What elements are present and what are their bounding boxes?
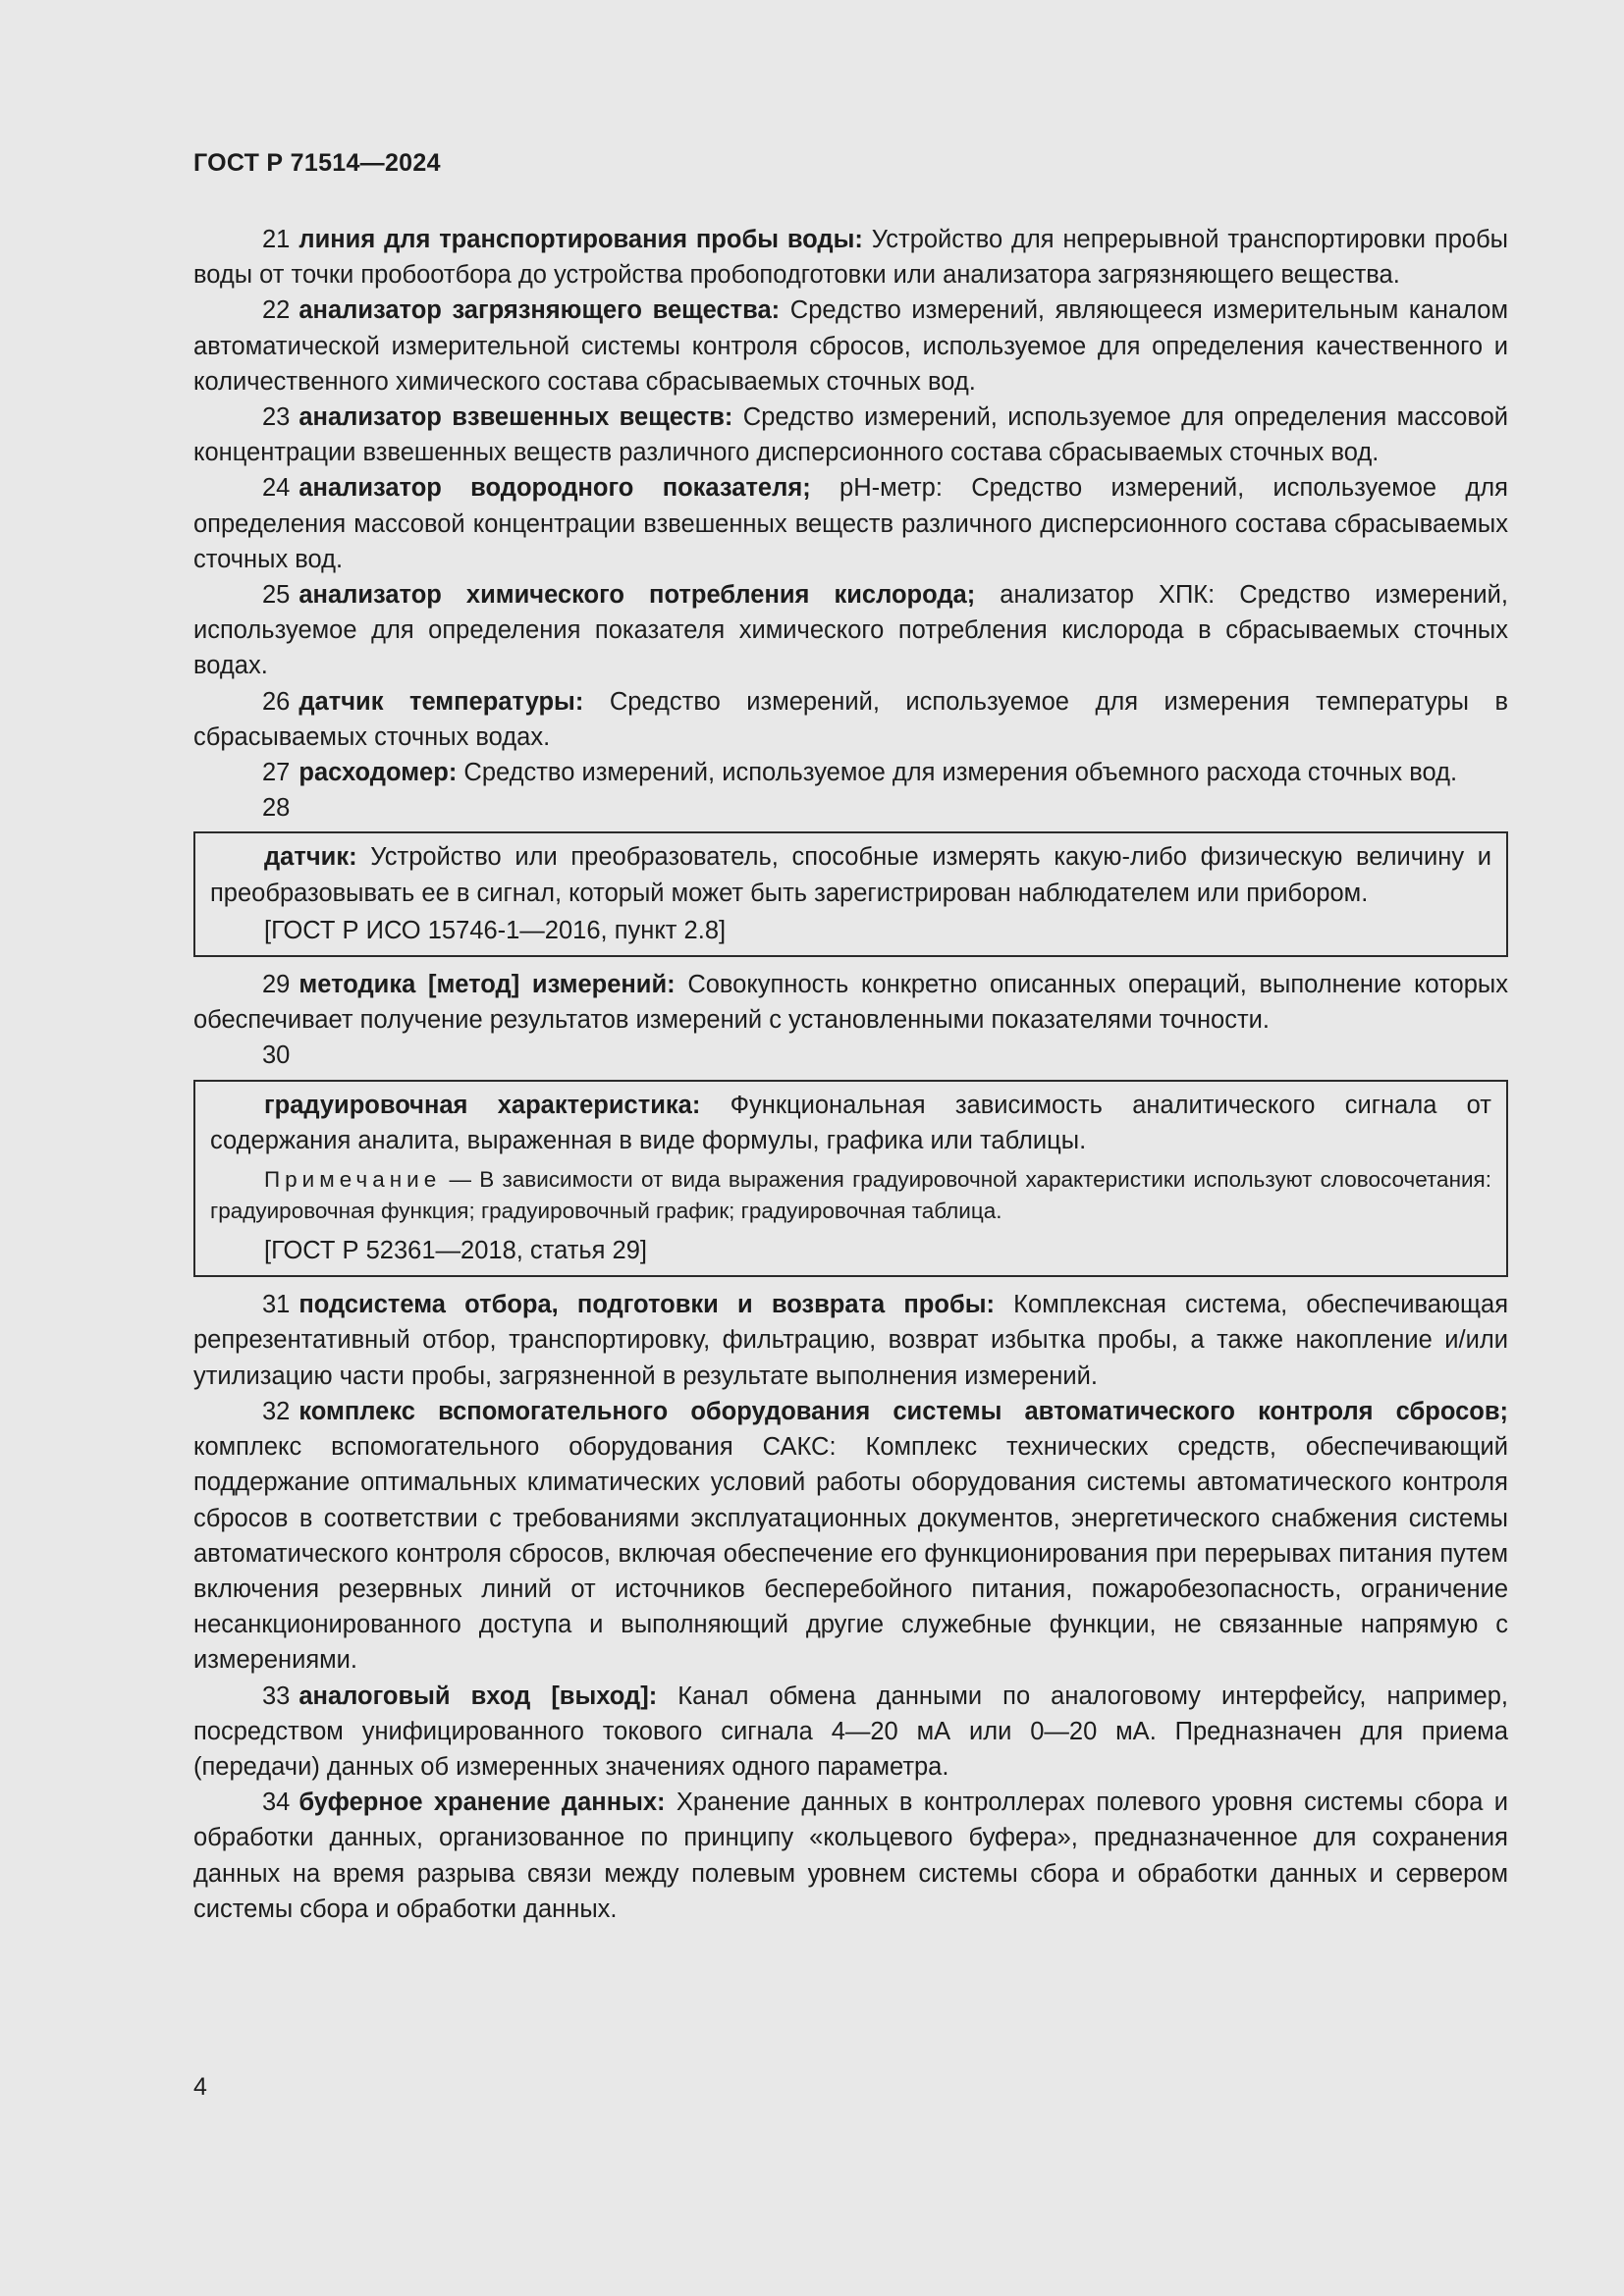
- page-number: 4: [193, 2073, 207, 2101]
- definition-entry: [193, 684, 1508, 755]
- entry-text: анализатор ХПК: Средство измерений, используемое для определения показателя химического потребления кислорода в сбрасываемых сточных водах.: [193, 581, 1508, 680]
- note-label: Примечание: [264, 1167, 442, 1193]
- entry-text: Устройство для непрерывной транспортировки пробы воды от точки пробоотбора до устройства пробоподготовки или анализатора загрязняющего вещества.: [193, 226, 1509, 290]
- entry-number: 29: [262, 971, 291, 999]
- note-text: — В зависимости от вида выражения градуировочной характеристики используют словосочетания: градуировочная функция; градуировочный график; градуировочная таблица.: [210, 1167, 1491, 1224]
- entry-term: анализатор химического потребления кислорода;: [298, 581, 976, 610]
- entry-number: 33: [262, 1682, 291, 1710]
- entry-term: методика [метод] измерений:: [298, 971, 676, 999]
- entry-number: 21: [262, 226, 291, 253]
- entry-term: градуировочная характеристика:: [264, 1091, 701, 1119]
- entry-term: аналоговый вход [выход]:: [298, 1682, 658, 1710]
- entry-number: 25: [262, 581, 291, 610]
- quoted-definition: [210, 1088, 1491, 1158]
- definition-entry: [193, 1287, 1508, 1394]
- definition-entry: [193, 967, 1508, 1038]
- entry-text: комплекс вспомогательного оборудования САКС: Комплекс технических средств, обеспечивающий поддержание оптимальных климатических условий работы оборудования системы автоматического контроля сбросов в соответствии с требованиями эксплуатационных документов, энергетического снабжения системы автоматического контроля сбросов, включая обеспечение его функционирования при перерывах питания путем включения резервных линий от источников бесперебойного питания, пожаробезопасность, ограничение несанкционированного доступа и выполняющий другие служебные функции, не связанные напрямую с измерениями.: [193, 1433, 1508, 1675]
- entry-text: Устройство или преобразователь, способные измерять какую-либо физическую величину и преобразовывать ее в сигнал, который может быть зарегистрирован наблюдателем или прибором.: [210, 843, 1491, 907]
- entry-term: анализатор водородного показателя;: [298, 474, 811, 503]
- entry-number: 23: [262, 403, 291, 432]
- entry-text: Средство измерений, являющееся измерительным каналом автоматической измерительной системы контроля сбросов, используемое для определения качественного и количественного химического состава сбрасываемых сточных вод.: [193, 296, 1508, 396]
- entry-term: анализатор загрязняющего вещества:: [298, 296, 781, 325]
- note: [210, 1164, 1491, 1227]
- entry-number: 26: [262, 687, 291, 716]
- entry-number: 31: [262, 1291, 291, 1319]
- entry-text: Хранение данных в контроллерах полевого уровня системы сбора и обработки данных, организованное по принципу «кольцевого буфера», предназначенное для сохранения данных на время разрыва связи между полевым уровнем системы сбора и обработки данных и сервером системы сбора и обработки данных.: [193, 1789, 1508, 1923]
- quoted-definition-box: [193, 1080, 1508, 1278]
- entry-text: Средство измерений, используемое для измерения объемного расхода сточных вод.: [463, 759, 1458, 787]
- definition-entry: [193, 577, 1508, 684]
- definition-entry: [193, 1394, 1508, 1679]
- entry-term: расходомер:: [298, 759, 458, 787]
- definition-entry: [193, 293, 1508, 400]
- definition-entry: [193, 400, 1508, 470]
- document-body: [193, 222, 1508, 1927]
- entry-text: Средство измерений, используемое для определения массовой концентрации взвешенных веществ различного дисперсионного состава сбрасываемых сточных вод.: [193, 403, 1509, 467]
- entry-term: буферное хранение данных:: [298, 1789, 666, 1817]
- entry-term: подсистема отбора, подготовки и возврата пробы:: [298, 1291, 995, 1319]
- entry-number: 32: [262, 1397, 291, 1425]
- entry-term: линия для транспортирования пробы воды:: [298, 226, 863, 253]
- entry-term: комплекс вспомогательного оборудования системы автоматического контроля сбросов;: [298, 1397, 1508, 1425]
- entry-text: Функциональная зависимость аналитического сигнала от содержания аналита, выраженная в виде формулы, графика или таблицы.: [210, 1091, 1491, 1154]
- definition-entry: [193, 222, 1508, 293]
- entry-number-only: 30: [262, 1041, 291, 1070]
- entry-number: 27: [262, 759, 291, 787]
- entry-term: датчик температуры:: [298, 687, 584, 716]
- entry-number-only: 28: [262, 794, 291, 823]
- source-reference: [ГОСТ Р 52361—2018, статья 29]: [264, 1237, 647, 1265]
- quoted-definition-box: [193, 831, 1508, 957]
- entry-number: 22: [262, 296, 291, 325]
- definition-entry: [193, 1785, 1508, 1927]
- entry-number: 24: [262, 474, 291, 503]
- definition-entry: [193, 470, 1508, 577]
- quoted-definition: [210, 839, 1491, 910]
- entry-text: pH-метр: Средство измерений, используемое для определения массовой концентрации взвешенных веществ различного дисперсионного состава сбрасываемых сточных вод.: [193, 474, 1508, 573]
- entry-text: Средство измерений, используемое для измерения температуры в сбрасываемых сточных водах.: [193, 687, 1509, 751]
- entry-text: Канал обмена данными по аналоговому интерфейсу, например, посредством унифицированного токового сигнала 4—20 мА или 0—20 мА. Предназначен для приема (передачи) данных об измеренных значениях одного параметра.: [193, 1682, 1508, 1781]
- entry-text: Комплексная система, обеспечивающая репрезентативный отбор, транспортировку, фильтрацию, возврат избытка пробы, а также накопление и/или утилизацию части пробы, загрязненной в результате выполнения измерений.: [193, 1291, 1508, 1390]
- entry-term: датчик:: [264, 843, 357, 872]
- definition-entry: [193, 755, 1508, 790]
- definition-entry: [193, 1679, 1508, 1786]
- document-header: ГОСТ Р 71514—2024: [193, 149, 441, 177]
- entry-text: Совокупность конкретно описанных операций, выполнение которых обеспечивает получение результатов измерений с установленными показателями точности.: [193, 971, 1508, 1035]
- entry-number: 34: [262, 1789, 291, 1817]
- source-reference: [ГОСТ Р ИСО 15746-1—2016, пункт 2.8]: [264, 916, 727, 944]
- entry-term: анализатор взвешенных веществ:: [298, 403, 733, 432]
